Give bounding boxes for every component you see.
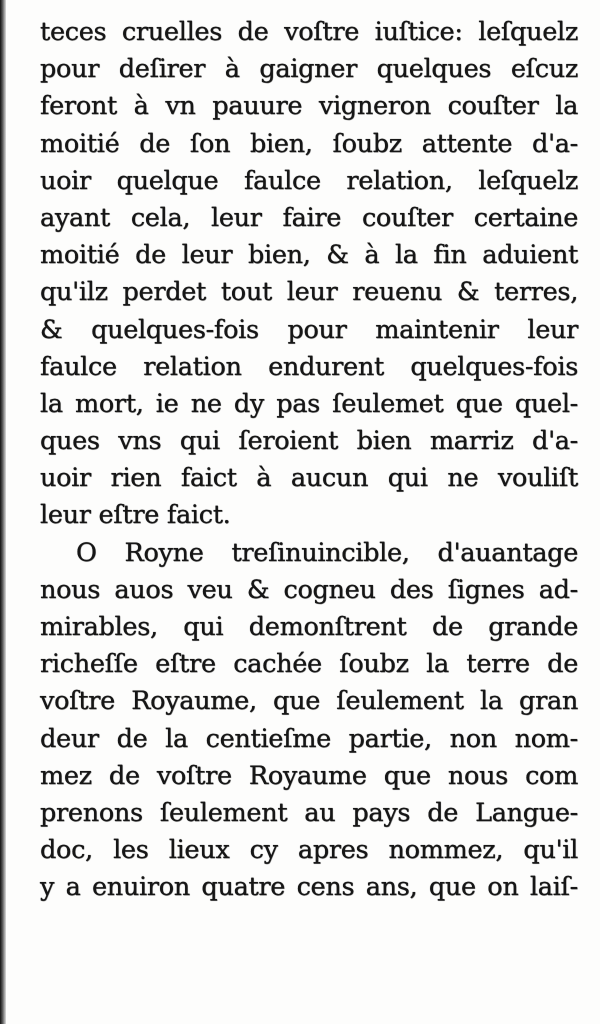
text-line: pour deſirer à gaigner quelques eſcuz	[40, 54, 578, 85]
text-line: feront à vn pauure vigneron couſter la	[40, 91, 578, 122]
text-line: ques vns qui ſeroient bien marriz d'a-	[40, 426, 578, 457]
page-binding-edge	[0, 0, 6, 1024]
text-line: qu'ilz perdet tout leur reuenu & terres,	[40, 277, 578, 308]
text-line: prenons ſeulement au pays de Langue-	[40, 797, 578, 828]
text-line: ayant cela, leur faire couſter certaine	[40, 202, 578, 233]
paragraph-2	[40, 535, 578, 907]
text-line: deur de la centieſme partie, non nom-	[40, 723, 578, 754]
text-line: uoir rien faict à aucun qui ne vouliſt	[40, 463, 578, 494]
text-line: doc, les lieux cy apres nommez, qu'il	[40, 835, 578, 866]
text-line: nous auos veu & cogneu des ſignes ad-	[40, 574, 578, 605]
text-line: mirables, qui demonſtrent de grande	[40, 612, 578, 642]
text-line: y a enuiron quatre cens ans, que on laiſ-	[40, 872, 578, 903]
text-line: moitié de ſon bien, ſoubz attente d'a-	[40, 128, 578, 159]
text-line: moitié de leur bien, & à la fin aduient	[40, 240, 578, 271]
text-line: & quelques-fois pour maintenir leur	[40, 314, 578, 345]
text-line: la mort, ie ne dy pas ſeulemet que quel-	[40, 388, 578, 419]
text-line: voſtre Royaume, que ſeulement la gran	[40, 686, 578, 717]
text-line: leur eſtre faict.	[40, 500, 231, 531]
text-line: O Royne treſinuincible, d'auantage	[76, 537, 578, 568]
text-line: richeſſe eſtre cachée ſoubz la terre de	[40, 649, 578, 680]
text-line: uoir quelque faulce relation, leſquelz	[40, 165, 578, 196]
text-line: mez de voſtre Royaume que nous com	[40, 760, 578, 791]
paragraph-1	[40, 14, 578, 535]
text-block	[40, 14, 578, 907]
text-line: teces cruelles de voſtre iuſtice: leſquelz	[40, 17, 578, 47]
text-line: faulce relation endurent quelques-fois	[40, 351, 578, 382]
